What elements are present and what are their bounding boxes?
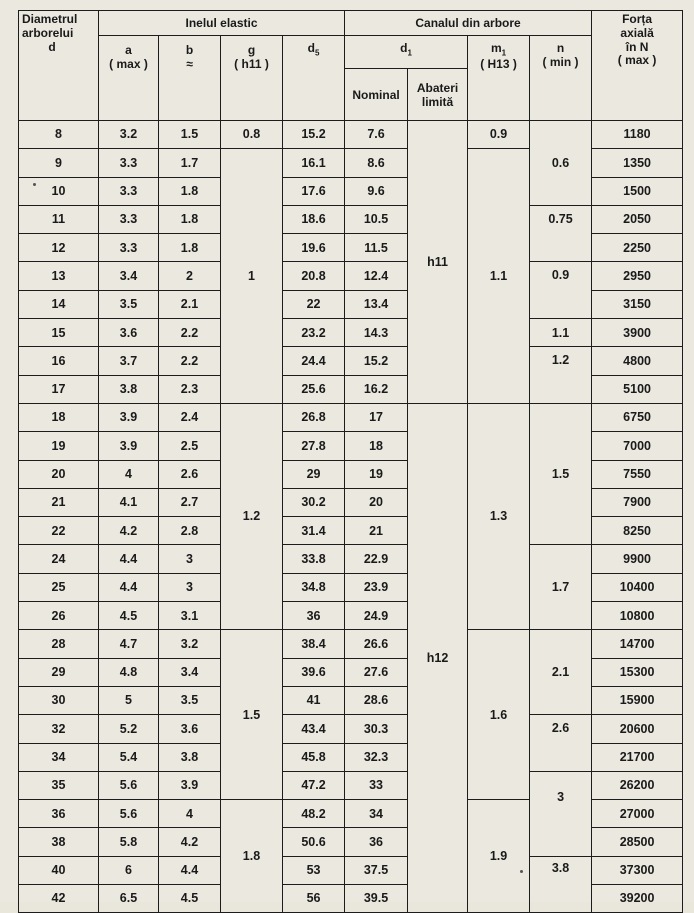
cell-d: 12 [19, 234, 99, 262]
cell-a: 3.6 [99, 319, 159, 347]
cell-d5: 26.8 [283, 403, 345, 431]
table-row [19, 121, 683, 149]
cell-m1: 1.3 [468, 403, 530, 629]
cell-n: 2.6 [530, 715, 592, 772]
cell-d5: 45.8 [283, 743, 345, 771]
cell-d5: 25.6 [283, 375, 345, 403]
cell-force: 9900 [592, 545, 683, 573]
cell-force: 2050 [592, 205, 683, 233]
cell-b: 2.1 [159, 290, 221, 318]
cell-force: 10400 [592, 573, 683, 601]
cell-d: 28 [19, 630, 99, 658]
cell-force: 39200 [592, 885, 683, 913]
table-row [19, 205, 683, 233]
cell-b: 3.2 [159, 630, 221, 658]
cell-d5: 19.6 [283, 234, 345, 262]
cell-force: 3150 [592, 290, 683, 318]
cell-d: 9 [19, 149, 99, 177]
cell-d1: 33 [345, 771, 408, 799]
cell-d: 32 [19, 715, 99, 743]
cell-b: 3.1 [159, 602, 221, 630]
cell-d1: 34 [345, 800, 408, 828]
cell-a: 3.3 [99, 234, 159, 262]
cell-b: 1.7 [159, 149, 221, 177]
cell-n: 1.5 [530, 403, 592, 544]
table-row [19, 545, 683, 573]
cell-d1: 11.5 [345, 234, 408, 262]
cell-b: 2.2 [159, 319, 221, 347]
cell-m1: 0.9 [468, 121, 530, 149]
cell-d: 36 [19, 800, 99, 828]
cell-a: 3.3 [99, 149, 159, 177]
cell-d: 14 [19, 290, 99, 318]
cell-tolerance: h12 [408, 403, 468, 912]
cell-force: 3900 [592, 319, 683, 347]
cell-a: 4.1 [99, 488, 159, 516]
cell-d5: 17.6 [283, 177, 345, 205]
header-axial-force: Forța axială în N ( max ) [592, 11, 683, 121]
cell-a: 5.8 [99, 828, 159, 856]
cell-b: 2 [159, 262, 221, 290]
cell-force: 5100 [592, 375, 683, 403]
cell-n: 3 [530, 771, 592, 856]
cell-d: 8 [19, 121, 99, 149]
cell-d5: 50.6 [283, 828, 345, 856]
cell-a: 4.8 [99, 658, 159, 686]
header-group-groove: Canalul din arbore [345, 11, 592, 36]
cell-n: 1.1 [530, 319, 592, 347]
header-b-approx: b ≈ [159, 36, 221, 121]
cell-a: 6 [99, 856, 159, 884]
cell-d: 25 [19, 573, 99, 601]
cell-force: 27000 [592, 800, 683, 828]
cell-force: 4800 [592, 347, 683, 375]
cell-tolerance: h11 [408, 121, 468, 404]
cell-d: 42 [19, 885, 99, 913]
cell-d5: 36 [283, 602, 345, 630]
cell-b: 3.8 [159, 743, 221, 771]
cell-b: 1.5 [159, 121, 221, 149]
header-a-max: a ( max ) [99, 36, 159, 121]
cell-d1: 22.9 [345, 545, 408, 573]
cell-a: 4.2 [99, 517, 159, 545]
cell-d5: 48.2 [283, 800, 345, 828]
cell-force: 2250 [592, 234, 683, 262]
cell-g: 1 [221, 149, 283, 404]
cell-b: 2.8 [159, 517, 221, 545]
cell-d1: 7.6 [345, 121, 408, 149]
cell-b: 3.5 [159, 686, 221, 714]
cell-d5: 24.4 [283, 347, 345, 375]
scan-speck [33, 183, 36, 186]
cell-a: 4.5 [99, 602, 159, 630]
cell-a: 5.6 [99, 771, 159, 799]
cell-force: 15300 [592, 658, 683, 686]
cell-d1: 9.6 [345, 177, 408, 205]
header-d1: $d_1$ [345, 36, 468, 69]
cell-b: 4.5 [159, 885, 221, 913]
cell-force: 26200 [592, 771, 683, 799]
cell-n: 0.6 [530, 121, 592, 206]
cell-n: 0.9 [530, 262, 592, 319]
cell-force: 1350 [592, 149, 683, 177]
cell-d1: 26.6 [345, 630, 408, 658]
scan-speck [520, 870, 523, 873]
cell-d1: 10.5 [345, 205, 408, 233]
cell-d1: 12.4 [345, 262, 408, 290]
cell-d: 40 [19, 856, 99, 884]
cell-m1: 1.9 [468, 800, 530, 913]
cell-d1: 17 [345, 403, 408, 431]
cell-a: 5 [99, 686, 159, 714]
cell-g: 1.5 [221, 630, 283, 800]
cell-a: 4.4 [99, 545, 159, 573]
cell-d: 13 [19, 262, 99, 290]
header-group-ring: Inelul elastic [99, 11, 345, 36]
cell-a: 3.7 [99, 347, 159, 375]
cell-d5: 18.6 [283, 205, 345, 233]
cell-d: 20 [19, 460, 99, 488]
cell-b: 2.6 [159, 460, 221, 488]
cell-g: 1.2 [221, 403, 283, 629]
cell-d: 35 [19, 771, 99, 799]
cell-b: 2.3 [159, 375, 221, 403]
cell-force: 8250 [592, 517, 683, 545]
cell-force: 7000 [592, 432, 683, 460]
table-row [19, 771, 683, 799]
cell-d1: 20 [345, 488, 408, 516]
cell-force: 37300 [592, 856, 683, 884]
table-row [19, 347, 683, 375]
cell-n: 2.1 [530, 630, 592, 715]
cell-d1: 19 [345, 460, 408, 488]
cell-d5: 20.8 [283, 262, 345, 290]
cell-d: 24 [19, 545, 99, 573]
cell-b: 1.8 [159, 177, 221, 205]
cell-b: 2.5 [159, 432, 221, 460]
cell-a: 3.2 [99, 121, 159, 149]
cell-d5: 30.2 [283, 488, 345, 516]
cell-d5: 27.8 [283, 432, 345, 460]
cell-force: 20600 [592, 715, 683, 743]
cell-g: 1.8 [221, 800, 283, 913]
cell-d5: 39.6 [283, 658, 345, 686]
header-n-min: n ( min ) [530, 36, 592, 121]
cell-d1: 18 [345, 432, 408, 460]
cell-b: 1.8 [159, 205, 221, 233]
header-d1-nominal: Nominal [345, 69, 408, 121]
table-row [19, 319, 683, 347]
cell-d1: 21 [345, 517, 408, 545]
cell-d5: 33.8 [283, 545, 345, 573]
cell-a: 3.9 [99, 403, 159, 431]
cell-a: 6.5 [99, 885, 159, 913]
cell-d: 30 [19, 686, 99, 714]
table-row [19, 403, 683, 431]
cell-b: 3 [159, 573, 221, 601]
cell-b: 3 [159, 545, 221, 573]
cell-d5: 38.4 [283, 630, 345, 658]
table-row [19, 856, 683, 884]
cell-b: 4.4 [159, 856, 221, 884]
cell-a: 4.7 [99, 630, 159, 658]
cell-b: 2.4 [159, 403, 221, 431]
cell-d1: 37.5 [345, 856, 408, 884]
cell-d1: 14.3 [345, 319, 408, 347]
cell-force: 10800 [592, 602, 683, 630]
header-g-h11: g ( h11 ) [221, 36, 283, 121]
cell-a: 3.5 [99, 290, 159, 318]
cell-a: 4 [99, 460, 159, 488]
table-row [19, 630, 683, 658]
cell-d: 15 [19, 319, 99, 347]
cell-a: 3.9 [99, 432, 159, 460]
cell-d1: 8.6 [345, 149, 408, 177]
cell-a: 3.4 [99, 262, 159, 290]
cell-a: 3.3 [99, 205, 159, 233]
cell-d1: 23.9 [345, 573, 408, 601]
cell-a: 3.8 [99, 375, 159, 403]
cell-m1: 1.6 [468, 630, 530, 800]
table-row [19, 715, 683, 743]
cell-d5: 22 [283, 290, 345, 318]
cell-g: 0.8 [221, 121, 283, 149]
cell-a: 3.3 [99, 177, 159, 205]
cell-d5: 43.4 [283, 715, 345, 743]
cell-a: 5.4 [99, 743, 159, 771]
cell-m1: 1.1 [468, 149, 530, 404]
cell-force: 7900 [592, 488, 683, 516]
cell-d: 11 [19, 205, 99, 233]
cell-force: 2950 [592, 262, 683, 290]
cell-a: 5.2 [99, 715, 159, 743]
cell-force: 1500 [592, 177, 683, 205]
cell-d: 16 [19, 347, 99, 375]
cell-force: 7550 [592, 460, 683, 488]
cell-b: 2.2 [159, 347, 221, 375]
cell-d5: 31.4 [283, 517, 345, 545]
header-d5: $d_5$ [283, 36, 345, 121]
cell-force: 6750 [592, 403, 683, 431]
cell-d: 19 [19, 432, 99, 460]
cell-d1: 39.5 [345, 885, 408, 913]
cell-d: 21 [19, 488, 99, 516]
cell-d: 18 [19, 403, 99, 431]
cell-d5: 47.2 [283, 771, 345, 799]
cell-a: 5.6 [99, 800, 159, 828]
cell-d: 38 [19, 828, 99, 856]
header-shaft-diameter: Diametrul arborelui d [19, 11, 99, 121]
cell-b: 1.8 [159, 234, 221, 262]
cell-d5: 56 [283, 885, 345, 913]
header-d1-tolerances: Abateri limită [408, 69, 468, 121]
cell-d5: 15.2 [283, 121, 345, 149]
cell-b: 3.9 [159, 771, 221, 799]
cell-d5: 41 [283, 686, 345, 714]
cell-n: 3.8 [530, 856, 592, 913]
cell-force: 15900 [592, 686, 683, 714]
cell-d1: 16.2 [345, 375, 408, 403]
cell-d: 34 [19, 743, 99, 771]
cell-d5: 34.8 [283, 573, 345, 601]
cell-d1: 15.2 [345, 347, 408, 375]
cell-d: 22 [19, 517, 99, 545]
table-row [19, 262, 683, 290]
circlip-spec-table [18, 10, 683, 913]
cell-d: 17 [19, 375, 99, 403]
cell-d5: 29 [283, 460, 345, 488]
cell-d: 10 [19, 177, 99, 205]
cell-b: 3.4 [159, 658, 221, 686]
header-m1-h13: $m_1$ ( H13 ) [468, 36, 530, 121]
cell-force: 1180 [592, 121, 683, 149]
cell-n: 1.2 [530, 347, 592, 404]
cell-n: 1.7 [530, 545, 592, 630]
cell-a: 4.4 [99, 573, 159, 601]
cell-d1: 24.9 [345, 602, 408, 630]
cell-d5: 16.1 [283, 149, 345, 177]
cell-d: 29 [19, 658, 99, 686]
cell-b: 4.2 [159, 828, 221, 856]
cell-d1: 28.6 [345, 686, 408, 714]
cell-d5: 53 [283, 856, 345, 884]
cell-n: 0.75 [530, 205, 592, 262]
cell-force: 21700 [592, 743, 683, 771]
cell-d1: 27.6 [345, 658, 408, 686]
table-body [19, 121, 683, 913]
cell-d1: 13.4 [345, 290, 408, 318]
cell-b: 3.6 [159, 715, 221, 743]
cell-force: 28500 [592, 828, 683, 856]
cell-b: 4 [159, 800, 221, 828]
cell-b: 2.7 [159, 488, 221, 516]
cell-d1: 32.3 [345, 743, 408, 771]
cell-d1: 36 [345, 828, 408, 856]
cell-d5: 23.2 [283, 319, 345, 347]
cell-d: 26 [19, 602, 99, 630]
cell-d1: 30.3 [345, 715, 408, 743]
cell-force: 14700 [592, 630, 683, 658]
